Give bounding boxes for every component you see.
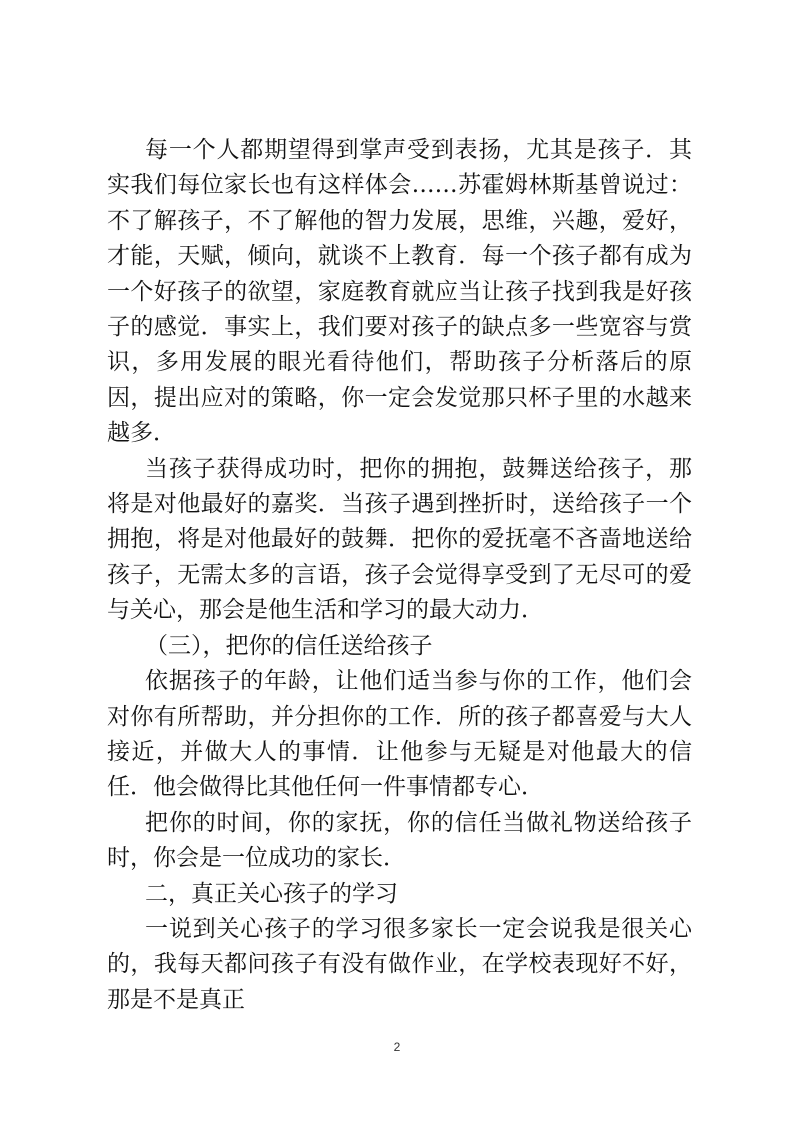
section-heading-trust: （三），把你的信任送给孩子 xyxy=(145,632,433,659)
section-heading-study: 二，真正关心孩子的学习 xyxy=(145,880,398,907)
paragraph-hug: 当孩子获得成功时，把你的拥抱，鼓舞送给孩子，那将是对他最好的嘉奖．当孩子遇到挫折时，送给孩子一个拥抱，将是对他最好的鼓舞．把你的爱抚毫不吝啬地送给孩子，无需太多的言语，孩子会觉得享受到了无尽可的爱与关心，那会是他生活和学习的最大动力． xyxy=(107,455,692,624)
page-number: 2 xyxy=(393,1040,401,1054)
paragraph-participation: 依据孩子的年龄，让他们适当参与你的工作，他们会对你有所帮助，并分担你的工作．所的孩子都喜爱与大人接近，并做大人的事情．让他参与无疑是对他最大的信任．他会做得比其他任何一件事情都专心． xyxy=(107,668,692,801)
paragraph-study: 一说到关心孩子的学习很多家长一定会说我是很关心的，我每天都问孩子有没有做作业，在学校表现好不好，那是不是真正 xyxy=(107,915,692,1013)
document-body xyxy=(107,133,692,1018)
paragraph-praise: 每一个人都期望得到掌声受到表扬，尤其是孩子．其实我们每位家长也有这样体会……苏霍姆林斯基曾说过：不了解孩子，不了解他的智力发展，思维，兴趣，爱好，才能，天赋，倾向，就谈不上教育．每一个孩子都有成为一个好孩子的欲望，家庭教育就应当让孩子找到我是好孩子的感觉．事实上，我们要对孩子的缺点多一些宽容与赏识，多用发展的眼光看待他们，帮助孩子分析落后的原因，提出应对的策略，你一定会发觉那只杯子里的水越来越多． xyxy=(107,137,692,447)
paragraph-gift: 把你的时间，你的家抚，你的信任当做礼物送给孩子时，你会是一位成功的家长． xyxy=(107,809,692,872)
